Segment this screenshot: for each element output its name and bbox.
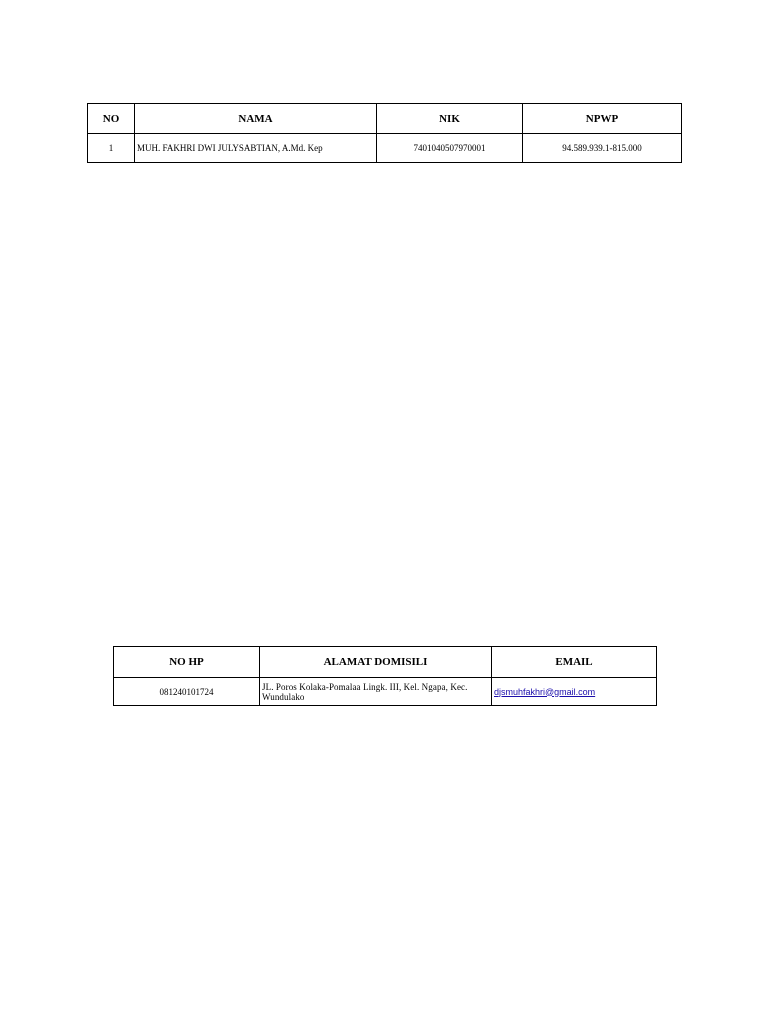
email-link[interactable]: djsmuhfakhri@gmail.com xyxy=(494,686,596,697)
table-header-row xyxy=(114,647,657,678)
table-row xyxy=(114,678,657,706)
column-header-nama: NAMA xyxy=(135,104,377,134)
column-header-nik: NIK xyxy=(377,104,523,134)
column-header-alamat-domisili: ALAMAT DOMISILI xyxy=(260,647,492,678)
cell-email xyxy=(492,678,657,706)
cell-npwp: 94.589.939.1-815.000 xyxy=(523,134,682,163)
column-header-npwp: NPWP xyxy=(523,104,682,134)
cell-nama: MUH. FAKHRI DWI JULYSABTIAN, A.Md. Kep xyxy=(135,134,377,163)
cell-nik: 7401040507970001 xyxy=(377,134,523,163)
table-row xyxy=(88,134,682,163)
contact-table xyxy=(113,646,657,706)
cell-no-hp: 081240101724 xyxy=(114,678,260,706)
column-header-no: NO xyxy=(88,104,135,134)
column-header-email: EMAIL xyxy=(492,647,657,678)
cell-alamat: JL. Poros Kolaka-Pomalaa Lingk. III, Kel. Ngapa, Kec. Wundulako xyxy=(260,678,492,706)
column-header-no-hp: NO HP xyxy=(114,647,260,678)
identity-table xyxy=(87,103,682,163)
cell-no: 1 xyxy=(88,134,135,163)
table-header-row xyxy=(88,104,682,134)
